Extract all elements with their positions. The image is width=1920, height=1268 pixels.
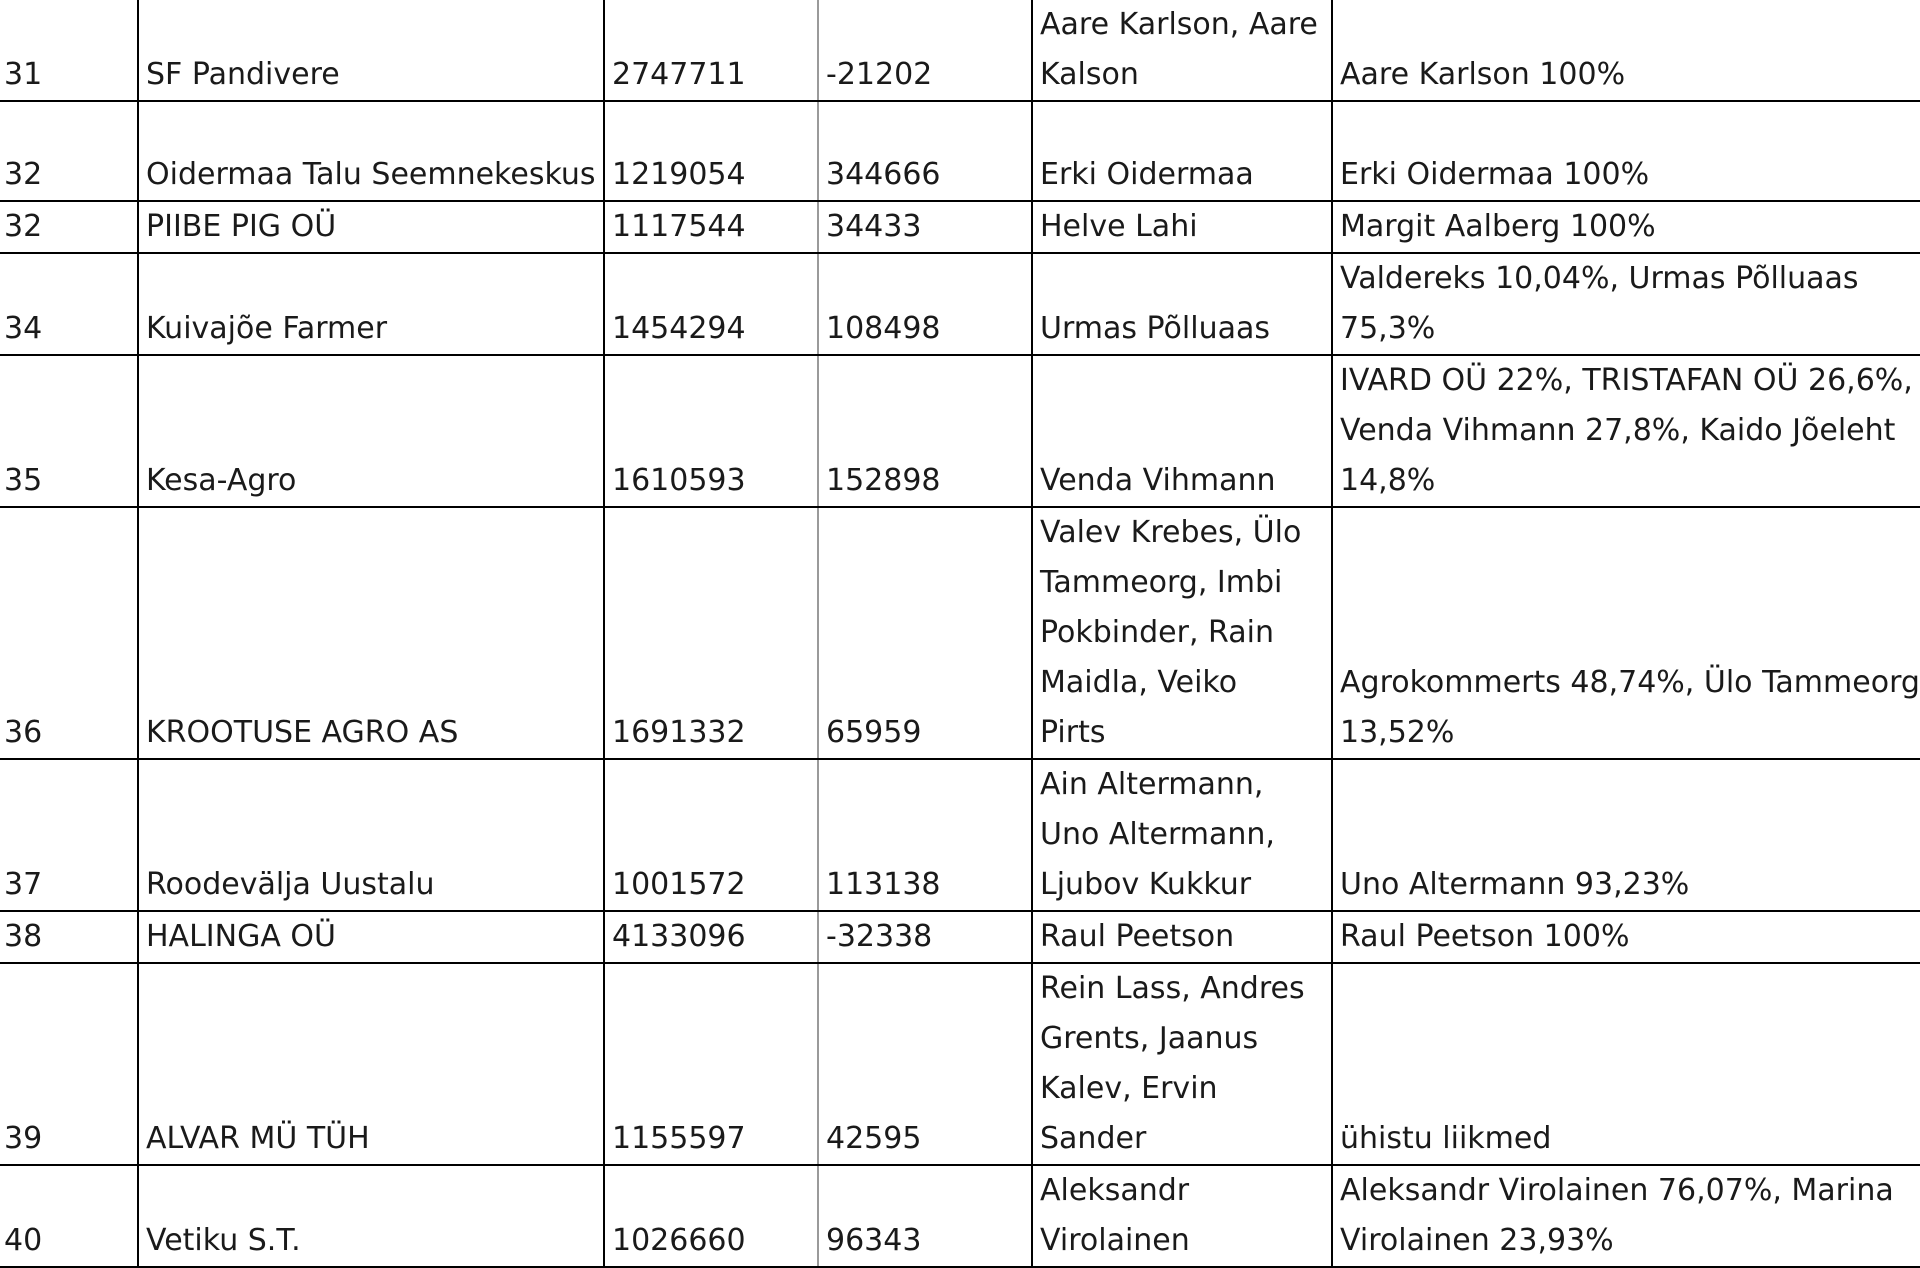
- cell-profit[interactable]: 42595: [818, 963, 1032, 1165]
- cell-row-number[interactable]: 35: [0, 355, 138, 507]
- cell-board-members[interactable]: Aleksandr Virolainen: [1032, 1165, 1332, 1267]
- cell-board-members[interactable]: Ain Altermann, Uno Altermann, Ljubov Kukkur: [1032, 759, 1332, 911]
- cell-row-number[interactable]: 31: [0, 0, 138, 101]
- cell-shareholders[interactable]: IVARD OÜ 22%, TRISTAFAN OÜ 26,6%, Venda Vihmann 27,8%, Kaido Jõeleht 14,8%: [1332, 355, 1920, 507]
- cell-board-members[interactable]: Aare Karlson, Aare Kalson: [1032, 0, 1332, 101]
- cell-shareholders[interactable]: Aleksandr Virolainen 76,07%, Marina Virolainen 23,93%: [1332, 1165, 1920, 1267]
- cell-company[interactable]: HALINGA OÜ: [138, 911, 604, 963]
- cell-turnover[interactable]: 1454294: [604, 253, 818, 355]
- cell-row-number[interactable]: 36: [0, 507, 138, 759]
- cell-profit[interactable]: 344666: [818, 101, 1032, 201]
- cell-profit[interactable]: 34433: [818, 201, 1032, 253]
- cell-company[interactable]: SF Pandivere: [138, 0, 604, 101]
- cell-row-number[interactable]: 38: [0, 911, 138, 963]
- cell-turnover[interactable]: 2747711: [604, 0, 818, 101]
- cell-board-members[interactable]: Rein Lass, Andres Grents, Jaanus Kalev, Ervin Sander: [1032, 963, 1332, 1165]
- cell-turnover[interactable]: 1219054: [604, 101, 818, 201]
- cell-shareholders[interactable]: Margit Aalberg 100%: [1332, 201, 1920, 253]
- cell-row-number[interactable]: 32: [0, 201, 138, 253]
- cell-turnover[interactable]: 1610593: [604, 355, 818, 507]
- cell-board-members[interactable]: Valev Krebes, Ülo Tammeorg, Imbi Pokbinder, Rain Maidla, Veiko Pirts: [1032, 507, 1332, 759]
- cell-board-members[interactable]: Raul Peetson: [1032, 911, 1332, 963]
- cell-shareholders[interactable]: Erki Oidermaa 100%: [1332, 101, 1920, 201]
- cell-profit[interactable]: 113138: [818, 759, 1032, 911]
- cell-turnover[interactable]: 1155597: [604, 963, 818, 1165]
- table-row: [0, 0, 1920, 101]
- table-row: [0, 101, 1920, 201]
- cell-turnover[interactable]: 1117544: [604, 201, 818, 253]
- cell-profit[interactable]: 108498: [818, 253, 1032, 355]
- cell-shareholders[interactable]: Uno Altermann 93,23%: [1332, 759, 1920, 911]
- cell-company[interactable]: Kuivajõe Farmer: [138, 253, 604, 355]
- cell-shareholders[interactable]: Valdereks 10,04%, Urmas Põlluaas 75,3%: [1332, 253, 1920, 355]
- cell-row-number[interactable]: 39: [0, 963, 138, 1165]
- cell-row-number[interactable]: 32: [0, 101, 138, 201]
- cell-board-members[interactable]: Venda Vihmann: [1032, 355, 1332, 507]
- cell-shareholders[interactable]: ühistu liikmed: [1332, 963, 1920, 1165]
- table-row: [0, 963, 1920, 1165]
- cell-profit[interactable]: -21202: [818, 0, 1032, 101]
- table-row: [0, 253, 1920, 355]
- cell-profit[interactable]: 65959: [818, 507, 1032, 759]
- cell-board-members[interactable]: Urmas Põlluaas: [1032, 253, 1332, 355]
- cell-turnover[interactable]: 4133096: [604, 911, 818, 963]
- cell-turnover[interactable]: 1691332: [604, 507, 818, 759]
- table-row: [0, 507, 1920, 759]
- cell-company[interactable]: Vetiku S.T.: [138, 1165, 604, 1267]
- cell-row-number[interactable]: 40: [0, 1165, 138, 1267]
- cell-profit[interactable]: 152898: [818, 355, 1032, 507]
- cell-board-members[interactable]: Helve Lahi: [1032, 201, 1332, 253]
- cell-company[interactable]: KROOTUSE AGRO AS: [138, 507, 604, 759]
- cell-row-number[interactable]: 37: [0, 759, 138, 911]
- cell-company[interactable]: Oidermaa Talu Seemnekeskus: [138, 101, 604, 201]
- table-row: [0, 201, 1920, 253]
- cell-row-number[interactable]: 34: [0, 253, 138, 355]
- table-row: [0, 759, 1920, 911]
- cell-profit[interactable]: -32338: [818, 911, 1032, 963]
- table-row: [0, 355, 1920, 507]
- cell-company[interactable]: PIIBE PIG OÜ: [138, 201, 604, 253]
- table-row: [0, 911, 1920, 963]
- table-row: [0, 1165, 1920, 1267]
- cell-board-members[interactable]: Erki Oidermaa: [1032, 101, 1332, 201]
- cell-turnover[interactable]: 1026660: [604, 1165, 818, 1267]
- cell-shareholders[interactable]: Raul Peetson 100%: [1332, 911, 1920, 963]
- cell-company[interactable]: Kesa-Agro: [138, 355, 604, 507]
- cell-shareholders[interactable]: Aare Karlson 100%: [1332, 0, 1920, 101]
- cell-profit[interactable]: 96343: [818, 1165, 1032, 1267]
- cell-shareholders[interactable]: Agrokommerts 48,74%, Ülo Tammeorg 13,52%: [1332, 507, 1920, 759]
- cell-company[interactable]: ALVAR MÜ TÜH: [138, 963, 604, 1165]
- cell-company[interactable]: Roodevälja Uustalu: [138, 759, 604, 911]
- cell-turnover[interactable]: 1001572: [604, 759, 818, 911]
